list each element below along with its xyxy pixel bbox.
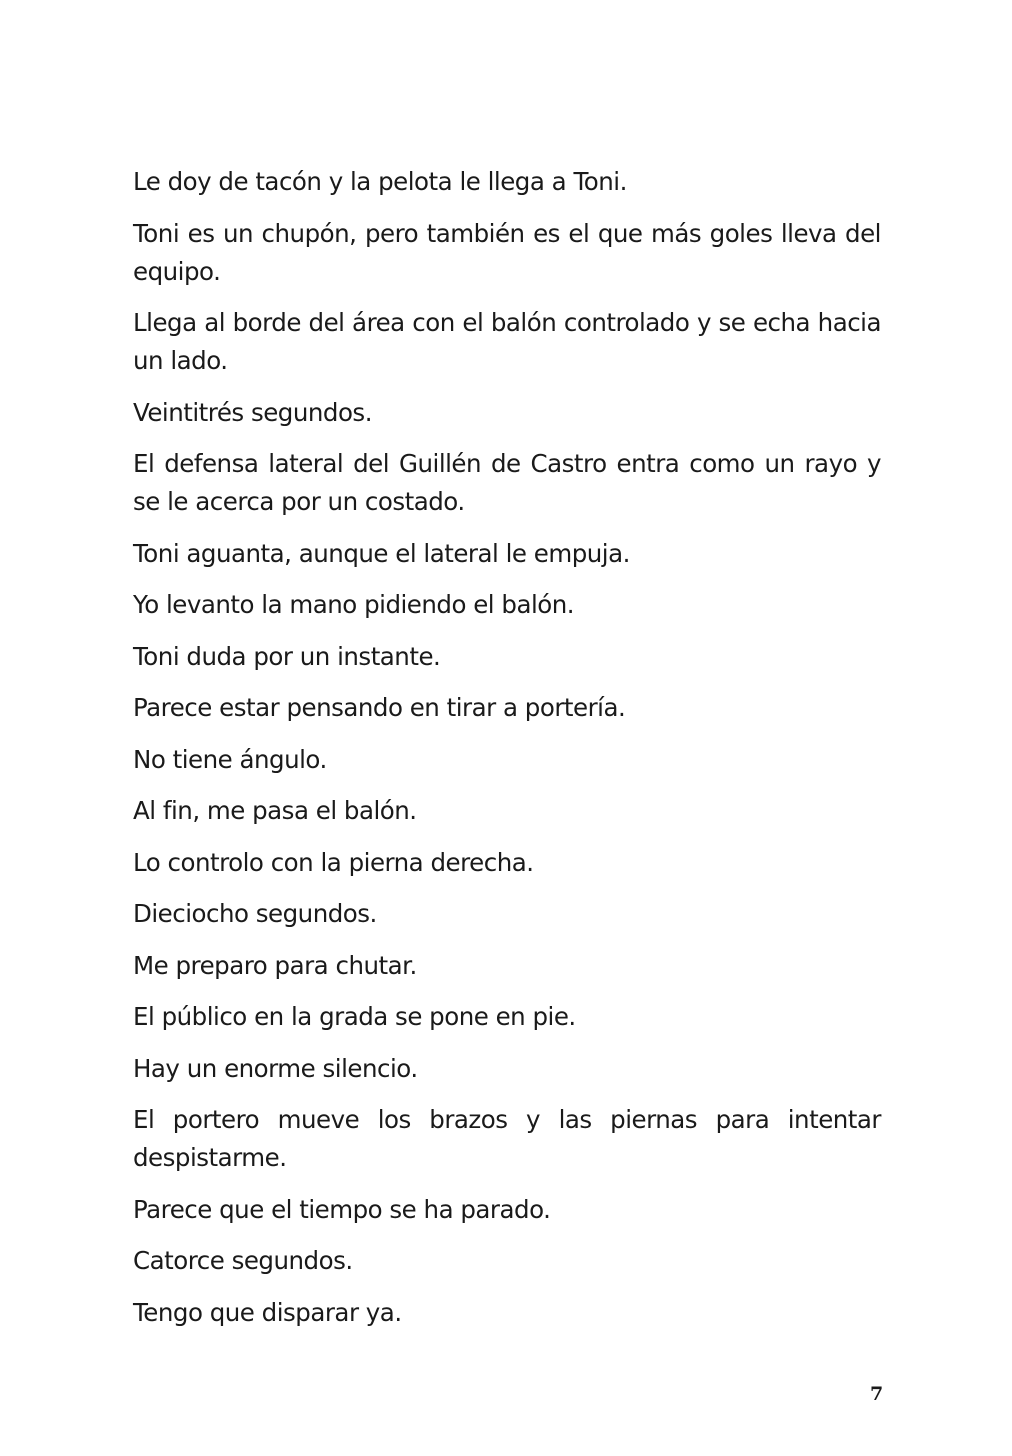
paragraph: Toni es un chupón, pero también es el que más goles lleva del equipo. <box>133 218 881 286</box>
paragraph: Hay un enorme silencio. <box>133 1053 418 1083</box>
paragraph: Veintitrés segundos. <box>133 397 372 427</box>
paragraph: Llega al borde del área con el balón controlado y se echa hacia un lado. <box>133 308 881 375</box>
paragraph: El público en la grada se pone en pie. <box>133 1002 576 1031</box>
paragraph: El portero mueve los brazos y las piernas para intentar despistarme. <box>133 1105 881 1172</box>
paragraph: Catorce segundos. <box>133 1246 353 1275</box>
body-text <box>133 163 881 1345</box>
paragraph: El defensa lateral del Guillén de Castro entra como un rayo y se le acerca por un costado. <box>133 449 881 516</box>
paragraph: Yo levanto la mano pidiendo el balón. <box>133 590 575 619</box>
paragraph: Lo controlo con la pierna derecha. <box>133 847 534 877</box>
paragraph: No tiene ángulo. <box>133 744 327 774</box>
paragraph: Parece que el tiempo se ha parado. <box>133 1194 551 1224</box>
paragraph: Tengo que disparar ya. <box>133 1297 402 1327</box>
paragraph: Al fin, me pasa el balón. <box>133 796 417 825</box>
paragraph: Me preparo para chutar. <box>133 950 417 980</box>
paragraph: Parece estar pensando en tirar a portería. <box>133 693 626 722</box>
paragraph: Toni duda por un instante. <box>133 641 441 671</box>
paragraph: Dieciocho segundos. <box>133 899 377 928</box>
paragraph: Le doy de tacón y la pelota le llega a Toni. <box>133 167 627 196</box>
paragraph: Toni aguanta, aunque el lateral le empuja. <box>133 538 630 568</box>
page-number: 7 <box>870 1383 884 1405</box>
